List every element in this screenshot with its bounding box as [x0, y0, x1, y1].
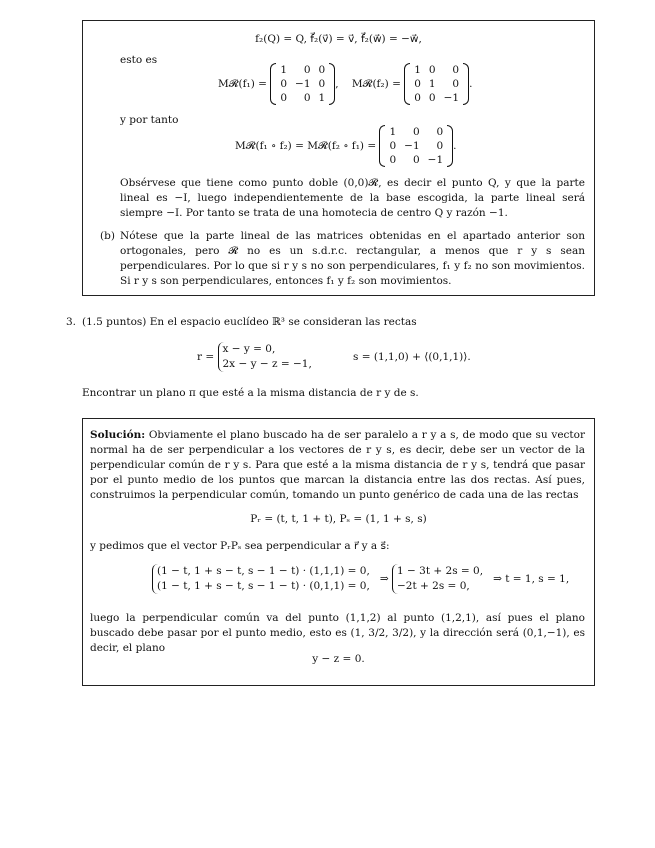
- m1-label: M𝓡(f₁) =: [218, 78, 267, 90]
- observation-paragraph: Obsérvese que tiene como punto doble (0,0)𝓡, es decir el punto Q, y que la parte lineal es −I, luego independientemente de la base escogida, la parte lineal será siempre −I. Por tanto se trata de una homotecia de centro Q y razón −1.: [120, 177, 585, 219]
- matrix-cell: 0: [452, 78, 460, 90]
- equation-system: [152, 564, 569, 594]
- matrix-cell: −1: [404, 140, 420, 152]
- matrix-cell: 1: [318, 92, 326, 104]
- matrix-row: [385, 125, 447, 139]
- dot-product-system: [152, 564, 370, 594]
- matrix-row: [276, 63, 329, 77]
- sys2-eq-b: −2t + 2s = 0,: [396, 580, 470, 592]
- matrix-cell: 0: [280, 92, 288, 104]
- solution-text-1: Obviamente el plano buscado ha de ser paralelo a r y a s, de modo que su vector normal ha de ser perpendicular a los vectores de r y s, es decir, debe ser un vector de la perpendicular común de r y s. Para que esté a la misma distancia de r y s, tendrá que pasar por el punto medio de los puntos que marcan la distancia entre las dos rectas. Así pues, construimos la perpendicular común, tomando un punto genérico de cada una de las rectas: [90, 429, 585, 501]
- matrix-cell: 0: [280, 78, 288, 90]
- matrix-row: [276, 77, 329, 91]
- r-eq1: x − y = 0,: [222, 343, 276, 355]
- part-b-text: Nótese que la parte lineal de las matrices obtenidas en el apartado anterior son ortogonales, pero 𝓡 no es un s.d.r.c. rectangular, a menos que r y s sean perpendiculares. Por lo que si r y s no son perpendiculares, f₁ y f₂ no son movimientos. Si r y s son perpendiculares, entonces f₁ y f₂ son movimientos.: [120, 230, 585, 287]
- sys1-eq-a: (1 − t, 1 + s − t, s − 1 − t) · (1,1,1) = 0,: [157, 565, 370, 577]
- matrix-cell: 0: [436, 140, 444, 152]
- system-result: ⇒ t = 1, s = 1,: [493, 573, 570, 585]
- matrix-f1: [270, 63, 335, 105]
- implies-arrow: ⇒: [379, 573, 389, 585]
- matrices-f1-f2: M𝓡(f₁) = 1 0 0 0 −1 0 0 0 1 , M𝓡(f₂) = 1 0 0 0 1 0 0 0 −1 .: [218, 64, 473, 104]
- matrix-row: [276, 91, 329, 105]
- sys1-eq-b: (1 − t, 1 + s − t, s − 1 − t) · (0,1,1) = 0,: [157, 580, 370, 592]
- matrix-composition: M𝓡(f₁ ∘ f₂) = M𝓡(f₂ ∘ f₁) = 1 0 0 0 −1 0 0 0 −1 .: [235, 126, 457, 166]
- y-por-tanto-text: y por tanto: [120, 114, 179, 126]
- matrix-row: [385, 139, 447, 153]
- problem-statement: (1.5 puntos) En el espacio euclídeo ℝ³ se consideran las rectas: [82, 316, 417, 328]
- matrix-f2: [404, 63, 469, 105]
- problem-number: 3.: [66, 316, 77, 328]
- m2-label: M𝓡(f₂) =: [351, 78, 401, 90]
- matrix-cell: 0: [428, 64, 436, 76]
- matrix-f1-f2: [379, 125, 453, 167]
- matrix-cell: −1: [443, 92, 460, 104]
- problem-task: Encontrar un plano π que esté a la misma distancia de r y de s.: [82, 387, 419, 399]
- r-label: r =: [197, 351, 215, 363]
- eq-f2-images: f₂(Q) = Q, f⃗₂(v⃗) = v⃗, f⃗₂(w⃗) = −w⃗,: [255, 33, 422, 45]
- solution-paragraph-3: luego la perpendicular común va del punto (1,1,2) al punto (1,2,1), así pues el plano buscado debe pasar por el punto medio, esto es (1, 3/2, 3/2), y la dirección será (0,1,−1), es decir, el plano: [90, 612, 585, 654]
- matrix-cell: 0: [428, 92, 436, 104]
- matrix-cell: 0: [303, 92, 311, 104]
- matrix-cell: 1: [389, 126, 397, 138]
- matrix-cell: 0: [452, 64, 460, 76]
- matrix-cell: 1: [428, 78, 436, 90]
- generic-points: Pᵣ = (t, t, 1 + t), Pₛ = (1, 1 + s, s): [250, 513, 427, 525]
- solution-paragraph-1: [90, 428, 585, 503]
- matrix-row: [410, 77, 463, 91]
- matrix-cell: 0: [414, 92, 421, 104]
- m3-label: M𝓡(f₁ ∘ f₂) = M𝓡(f₂ ∘ f₁) =: [235, 140, 377, 152]
- matrix-cell: 0: [389, 140, 397, 152]
- matrix-cell: 0: [389, 154, 397, 166]
- reduced-system: [392, 564, 483, 594]
- matrix-cell: 0: [412, 154, 420, 166]
- matrix-cell: 0: [436, 126, 444, 138]
- sys2-eq-a: 1 − 3t + 2s = 0,: [396, 565, 484, 577]
- matrix-cell: 0: [318, 64, 326, 76]
- matrix-row: [385, 153, 447, 167]
- matrix-cell: 0: [303, 64, 311, 76]
- plane-equation: y − z = 0.: [312, 653, 365, 665]
- matrix-cell: 1: [414, 64, 421, 76]
- esto-es-text: esto es: [120, 54, 158, 66]
- matrix-row: [410, 63, 463, 77]
- line-s-definition: s = (1,1,0) + ⟨(0,1,1)⟩.: [353, 351, 471, 363]
- matrix-cell: 0: [412, 126, 420, 138]
- matrix-cell: −1: [295, 78, 311, 90]
- solution-paragraph-2: y pedimos que el vector PᵣPₛ sea perpendicular a r⃗ y a s⃗:: [90, 540, 390, 552]
- solution-title: Solución:: [90, 429, 146, 441]
- matrix-cell: 1: [280, 64, 288, 76]
- matrix-row: [410, 91, 463, 105]
- matrix-cell: −1: [427, 154, 444, 166]
- matrix-cell: 0: [414, 78, 421, 90]
- part-b-label: (b): [100, 230, 115, 242]
- line-r-definition: [197, 342, 312, 372]
- r-eq2: 2x − y − z = −1,: [222, 358, 312, 370]
- matrix-cell: 0: [318, 78, 326, 90]
- r-system: [218, 342, 312, 372]
